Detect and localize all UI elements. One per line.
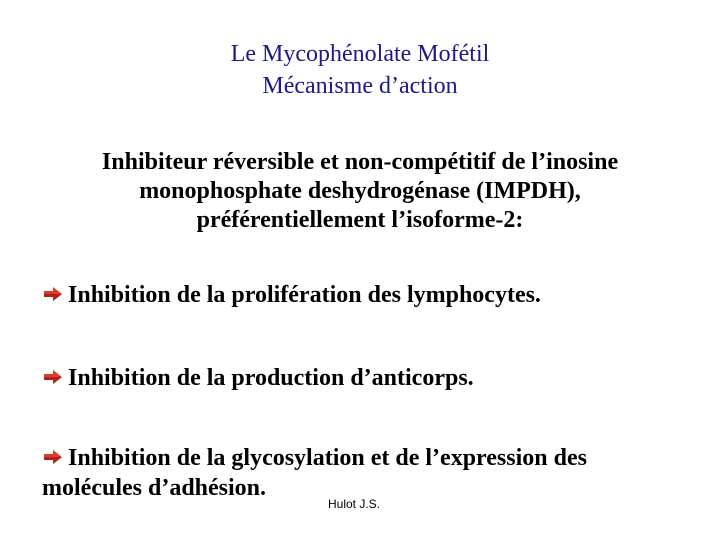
attribution: Hulot J.S. — [328, 497, 381, 511]
bullet-text-line-2: molécules d’adhésion. — [42, 475, 267, 501]
arrow-right-icon — [44, 287, 62, 301]
title-line-1: Le Mycophénolate Mofétil — [230, 41, 490, 67]
arrow-right-icon — [44, 370, 62, 384]
title-line-2: Mécanisme d’action — [262, 73, 458, 99]
intro-line-1: Inhibiteur réversible et non-compétitif de l’inosine — [101, 149, 619, 175]
bullet-item — [44, 443, 587, 503]
bullet-text: Inhibition de la production d’anticorps. — [68, 365, 474, 391]
slide-title — [0, 38, 720, 102]
bullet-text: Inhibition de la glycosylation et de l’expression des — [68, 445, 587, 471]
intro-line-2: monophosphate deshydrogénase (IMPDH), — [139, 178, 581, 204]
intro-paragraph — [30, 148, 690, 235]
intro-line-3: préférentiellement l’isoforme-2: — [196, 207, 524, 233]
bullet-item — [44, 363, 474, 393]
bullet-item — [44, 280, 541, 310]
bullet-text: Inhibition de la prolifération des lymphocytes. — [68, 282, 541, 308]
arrow-right-icon — [44, 450, 62, 464]
